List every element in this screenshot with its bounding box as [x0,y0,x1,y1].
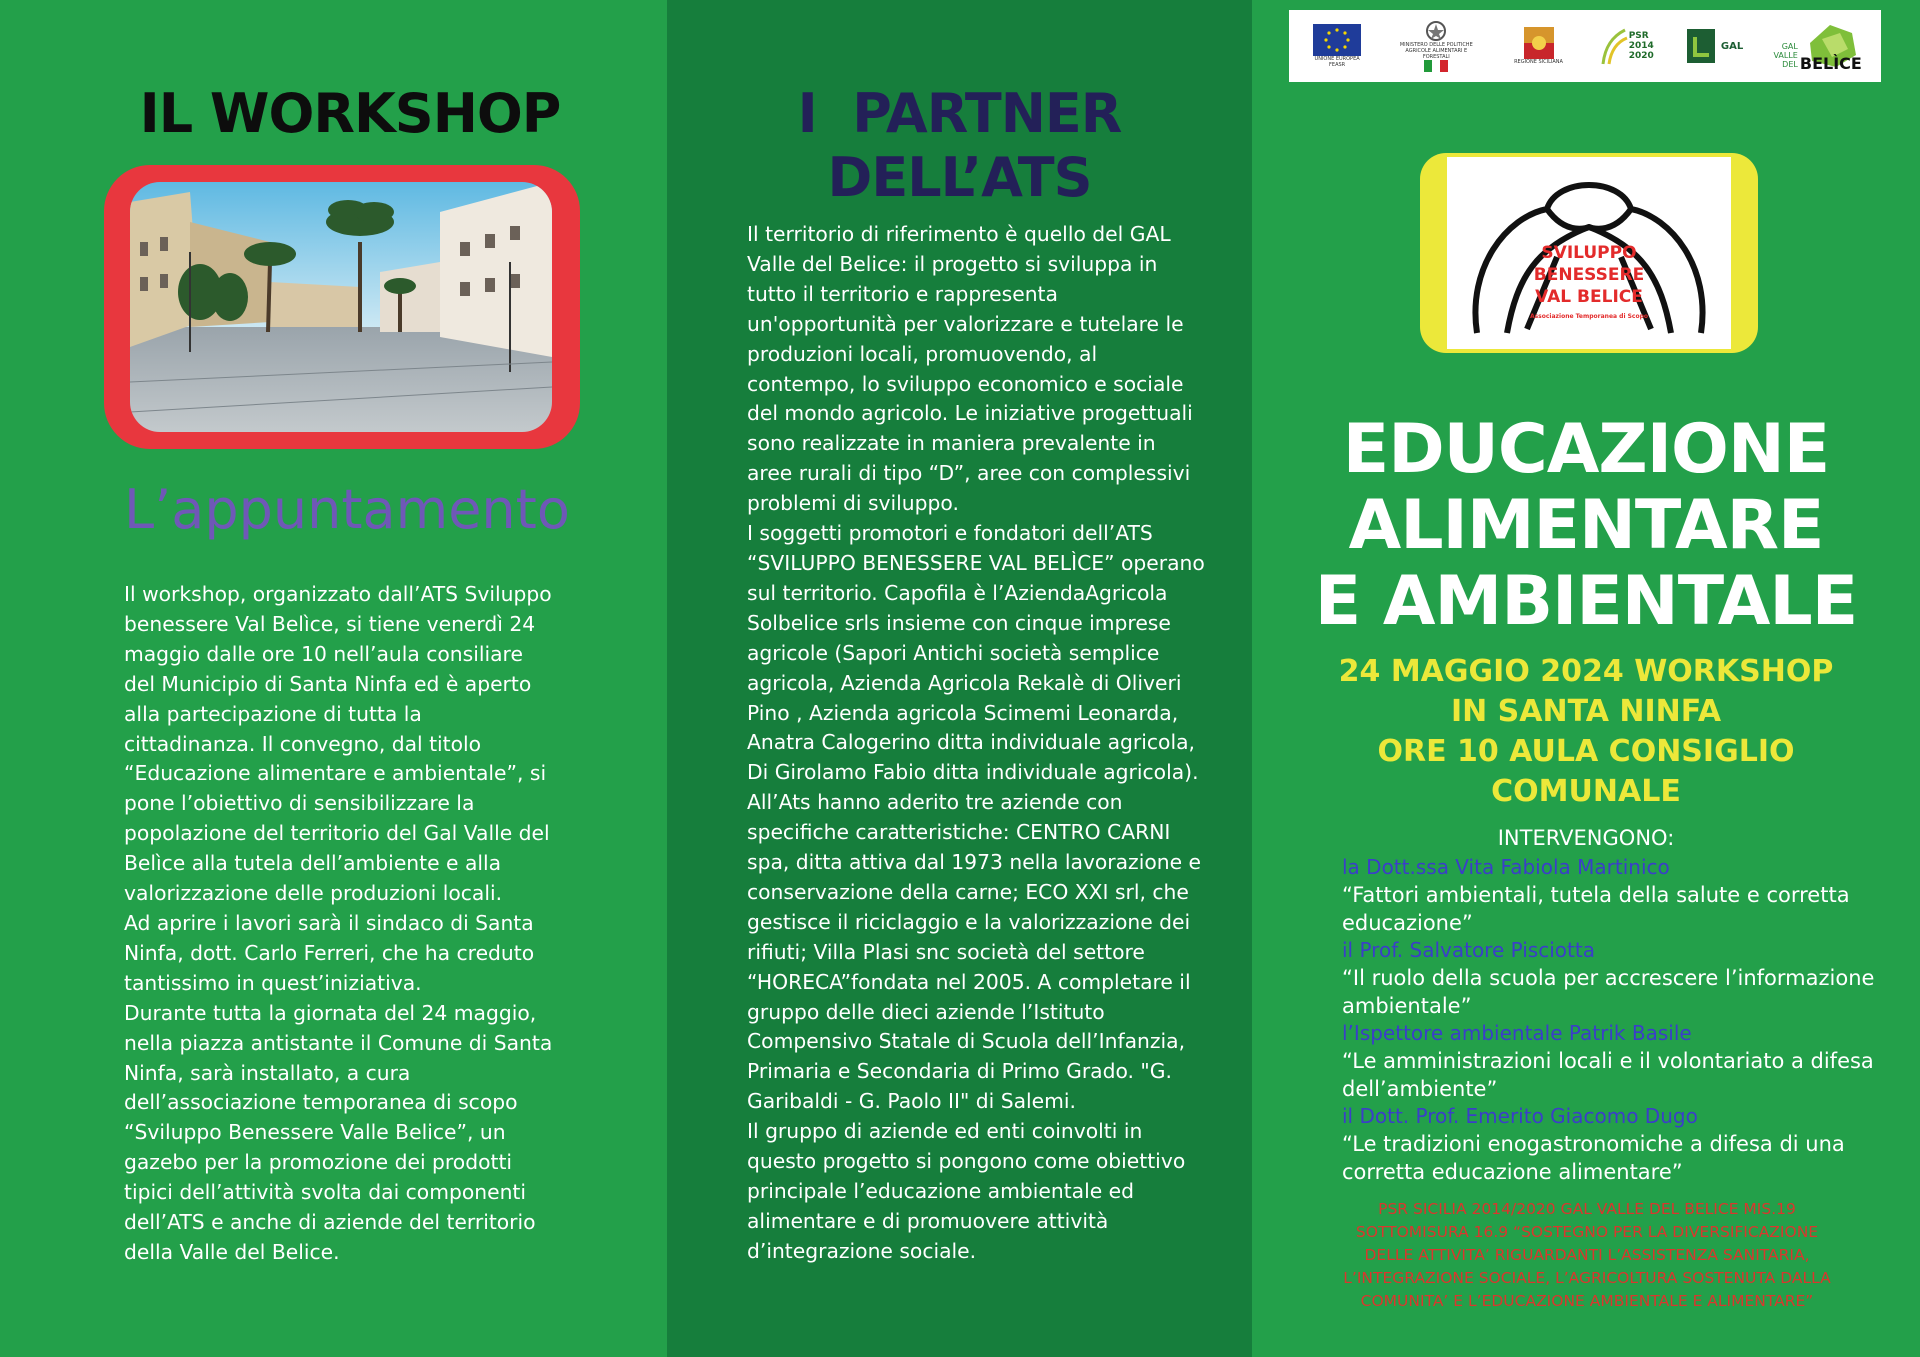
workshop-title: IL WORKSHOP [139,82,561,145]
photo-frame [104,165,580,449]
workshop-body-text: Il workshop, organizzato dall’ATS Sviluppo benessere Val Belìce, si tiene venerdì 24 maggio dalle ore 10 nell’aula consiliare del Municipio di Santa Ninfa ed è aperto alla partecipazione di tutta la cittadinanza. Il convegno, dal titolo “Educazione alimentare e ambientale”, si pone l’obiettivo di sensibilizzare la popolazione del territorio del Gal Valle del Belìce alla tutela dell’ambiente e alla valorizzazione delle produzioni locali. Ad aprire i lavori sarà il sindaco di Santa Ninfa, dott. Carlo Ferreri, che ha creduto tantissimo in quest’iniziativa. Durante tutta la giornata del 24 maggio, nella piazza antistante il Comune di Santa Ninfa, sarà installato, a cura dell’associazione temporanea di scopo “Sviluppo Benessere Valle Belice”, un gazebo per la promozione dei prodotti tipici dell’attività svolta dai componenti dell’ATS e anche di aziende del territorio della Valle del Belice. [124,582,553,1264]
speaker-talk: “Le amministrazioni locali e il volontariato a difesa dell’ambiente” [1342,1049,1874,1101]
speaker-name: l’Ispettore ambientale Patrik Basile [1342,1021,1692,1045]
emblem-line3: VAL BELICE [1535,287,1643,307]
town-square-photo [130,182,552,432]
speaker-talk: “Il ruolo della scuola per accrescere l’informazione ambientale” [1342,966,1875,1018]
eu-flag-logo [1310,24,1364,68]
region-label: REGIONE SICILIANA [1514,59,1563,65]
gal-line2: VALLE [1773,51,1798,60]
partners-body-text: Il territorio di riferimento è quello del GAL Valle del Belice: il progetto si sviluppa in tutto il territorio e rappresenta un'opportunità per valorizzare e tutelare le produzioni locali, promuovendo, al contempo, lo sviluppo economico e sociale del mondo agricolo. Le iniziative progettuali sono realizzate in maniera prevalente in aree rurali di tipo “D”, aree con complessivi problemi di sviluppo. I soggetti promotori e fondatori dell’ATS “SVILUPPO BENESSERE VAL BELÌCE” operano sul territorio. Capofila è l’AziendaAgricola Solbelice srls insieme con cinque imprese agricole (Sapori Antichi società semplice agricola, Azienda Agricola Rekalè di Oliveri Pino , Azienda agricola Scimemi Leonarda, Anatra Calogerino ditta individuale agricola, Di Girolamo Fabio ditta individuale agricola). All’Ats hanno aderito tre aziende con specifiche caratteristiche: CENTRO CARNI spa, ditta attiva dal 1973 nella lavorazione e conservazione della carne; ECO XXI srl, che gestisce il riciclaggio e la valorizzazione dei rifiuti; Villa Plasi snc società del settore “HORECA”fondata nel 2005. A completare il gruppo delle dieci aziende l’Istituto Compensivo Statale di Scuola dell’Infanzia, Primaria e Secondaria di Primo Grado. "G. Garibaldi - G. Paolo II" di Salemi. Il gruppo di aziende ed enti coinvolti in questo progetto si pongono come obiettivo principale l’educazione ambientale ed alimentare e di promuovere attività d’integrazione sociale. [747,222,1205,1263]
gal-line3: DEL [1782,60,1798,69]
speaker-talk: “Le tradizioni enogastronomiche a difesa di una corretta educazione alimentare” [1342,1132,1845,1184]
speaker-name: il Dott. Prof. Emerito Giacomo Dugo [1342,1104,1698,1128]
speaker-name: la Dott.ssa Vita Fabiola Martinico [1342,855,1670,879]
leader-label: GAL [1720,40,1744,52]
main-title-line1: EDUCAZIONE [1342,410,1830,489]
date-line2: IN SANTA NINFA [1450,694,1722,729]
psr-label: PSR 2014 2020 [1628,31,1654,61]
eu-label: UNIONE EUROPEA FEASR [1314,56,1360,68]
speaker-item [1342,854,1902,937]
partners-title [667,82,1252,210]
date-line1: 24 MAGGIO 2024 WORKSHOP [1338,654,1834,689]
gal-line1: GAL [1781,42,1798,51]
speaker-item [1342,1020,1902,1103]
speaker-talk: “Fattori ambientali, tutela della salute e corretta educazione” [1342,883,1850,935]
ministry-label: MINISTERO DELLE POLITICHE AGRICOLE ALIMENTARI E FORESTALI [1399,42,1473,60]
date-line3: ORE 10 AULA CONSIGLIO [1377,734,1795,769]
region-logo [1509,27,1569,65]
partners-title-line1: I PARTNER [797,82,1122,145]
main-title-line2: ALIMENTARE [1348,486,1824,565]
gal-valle-del-belice-logo [1773,23,1862,73]
sponsor-logo-bar [1289,10,1881,82]
partners-panel [667,0,1252,1357]
speaker-item [1342,1103,1902,1186]
emblem-line2: BENESSERE [1533,265,1645,285]
gal-big-label: BELÌCE [1799,54,1862,73]
speaker-item [1342,937,1902,1020]
partners-title-line2: DELL’ATS [827,146,1092,209]
speakers-list [1342,854,1902,1186]
ats-emblem [1420,153,1758,353]
speaker-name: il Prof. Salvatore Pisciotta [1342,938,1595,962]
emblem-line4: Associazione Temporanea di Scopo [1529,313,1649,320]
date-line4: COMUNALE [1491,774,1681,809]
cover-panel [1252,0,1920,1357]
psr-funding-note: PSR SICILIA 2014/2020 GAL VALLE DEL BELICE MIS.19 SOTTOMISURA 16.9 “SOSTEGNO PER LA DIVERSIFICAZIONE DELLE ATTIVITA’ RIGUARDANTI L’ASSISTENZA SANITARIA, L’INTEGRAZIONE SOCIALE, L’AGRICOLTURA SOSTENUTA DALLA COMUNITA’ E L’EDUCAZIONE AMBIENTALE E ALIMENTARE” [1343,1200,1831,1310]
leader-logo [1687,29,1743,63]
main-title-line3: E AMBIENTALE [1314,562,1858,641]
ministry-logo [1394,20,1478,72]
emblem-line1: SVILUPPO [1541,243,1637,263]
event-date-info [1292,652,1880,812]
psr-logo [1599,26,1657,66]
appointment-subtitle: L’appuntamento [124,478,570,541]
main-title [1252,412,1920,640]
speakers-label: INTERVENGONO: [1497,826,1675,850]
ats-emblem-inner [1447,157,1731,349]
workshop-panel [0,0,667,1357]
